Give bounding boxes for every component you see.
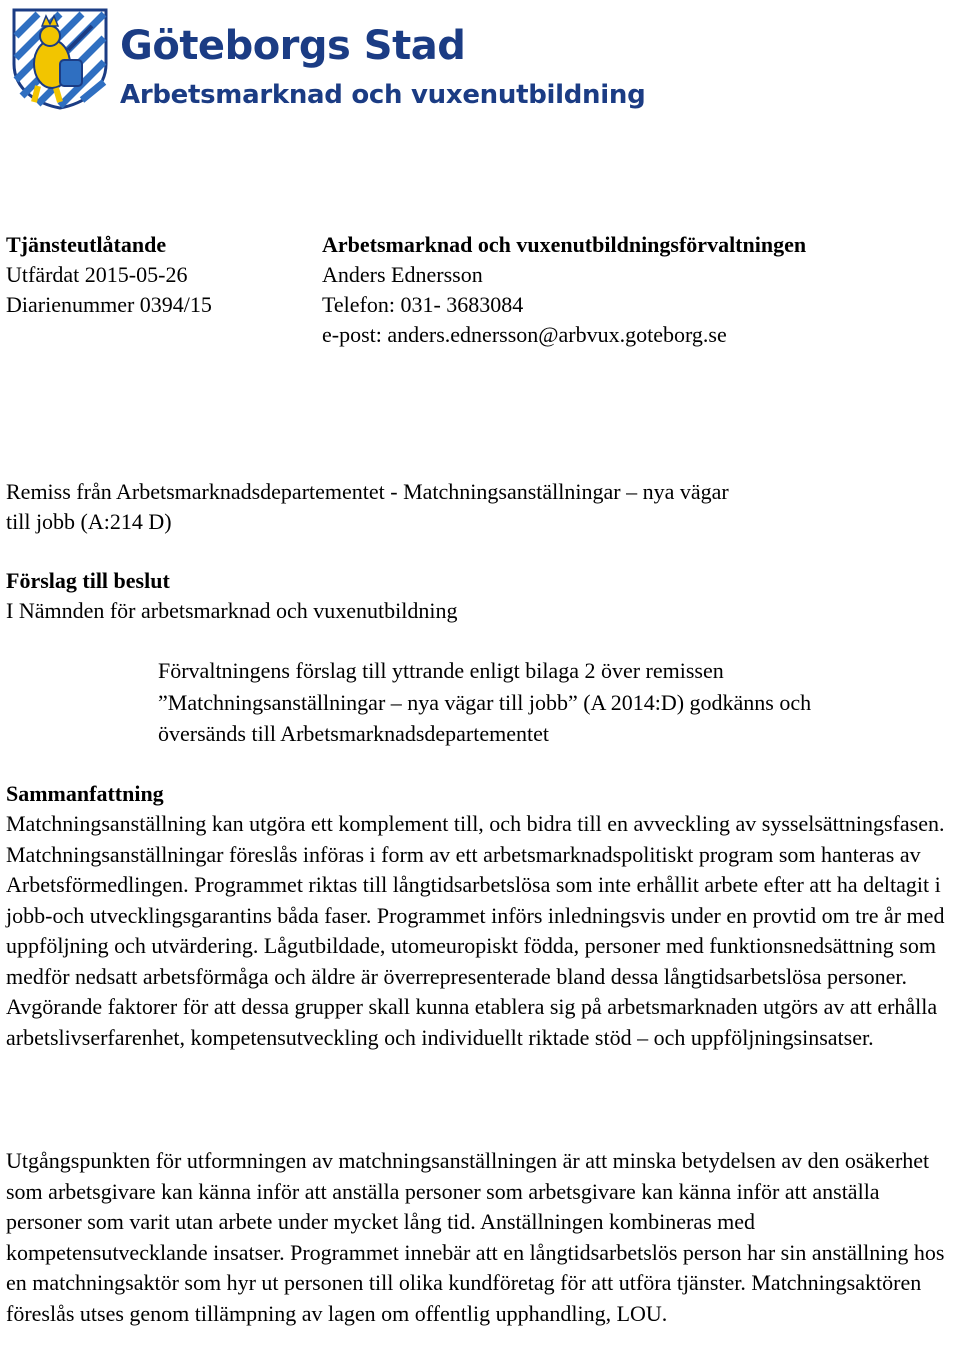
proposal-decision-line3: översänds till Arbetsmarknadsdepartementet: [158, 721, 549, 746]
proposal-body: I Nämnden för arbetsmarknad och vuxenutbildning: [6, 598, 458, 623]
issued-date: Utfärdat 2015-05-26: [6, 262, 188, 287]
document-title-line2: till jobb (A:214 D): [6, 509, 172, 534]
document-type: Tjänsteutlåtande: [6, 232, 167, 257]
contact-email: e-post: anders.ednersson@arbvux.goteborg.se: [322, 322, 727, 347]
coat-of-arms-icon: [8, 6, 112, 110]
department-heading: Arbetsmarknad och vuxenutbildningsförvaltningen: [322, 232, 807, 257]
department-name: Arbetsmarknad och vuxenutbildning: [120, 80, 646, 110]
document-title-line1: Remiss från Arbetsmarknadsdepartementet - Matchningsanställningar – nya vägar: [6, 479, 729, 504]
contact-name: Anders Ednersson: [322, 262, 483, 287]
contact-phone: Telefon: 031- 3683084: [322, 292, 524, 317]
header-logo: [8, 6, 648, 116]
proposal-decision-line1: Förvaltningens förslag till yttrande enligt bilaga 2 över remissen: [158, 658, 724, 683]
proposal-decision-line2: ”Matchningsanställningar – nya vägar till jobb” (A 2014:D) godkänns och: [158, 690, 812, 715]
summary-paragraph-1-text: Matchningsanställning kan utgöra ett komplement till, och bidra till en avveckling av sysselsättningsfasen. Matchningsanställningar föreslås införas i form av ett arbetsmarknadspolitiskt program som hanteras av Arbetsförmedlingen. Programmet riktas till långtidsarbetslösa som inte erhållit arbete efter att ha deltagit i jobb-och utvecklingsgarantins båda faser. Programmet införs inledningsvis under en provtid om tre år med uppföljning och utvärdering. Lågutbildade, utomeuropiskt födda, personer med funktionsnedsättning som medför nedsatt arbetsförmåga och äldre är överrepresenterade bland dessa långtidsarbetslösa personer. Avgörande faktorer för att dessa grupper skall kunna etablera sig på arbetsmarknaden utgörs av att erhålla arbetslivserfarenhet, kompetensutveckling och individuellt riktade stöd – och uppföljningsinsatser.: [6, 811, 945, 1050]
summary-paragraph-2: [6, 1146, 958, 1329]
summary-heading: Sammanfattning: [6, 781, 164, 806]
diary-number: Diarienummer 0394/15: [6, 292, 212, 317]
summary-paragraph-2-text: Utgångspunkten för utformningen av matchningsanställningen är att minska betydelsen av den osäkerhet som arbetsgivare kan känna inför att anställa personer som arbetsgivare kan känna inför att anställa personer som varit utan arbete under mycket lång tid. Anställningen kombineras med kompetensutvecklande insatser. Programmet innebär att en långtidsarbetslös person har sin anställning hos en matchningsaktör som hyr ut personen till olika kundföretag för att utföra tjänster. Matchningsaktören föreslås utses genom tillämpning av lagen om offentlig upphandling, LOU.: [6, 1148, 945, 1326]
summary-paragraph-1: [6, 809, 958, 1053]
organization-name: Göteborgs Stad: [120, 23, 466, 69]
proposal-heading: Förslag till beslut: [6, 568, 170, 593]
